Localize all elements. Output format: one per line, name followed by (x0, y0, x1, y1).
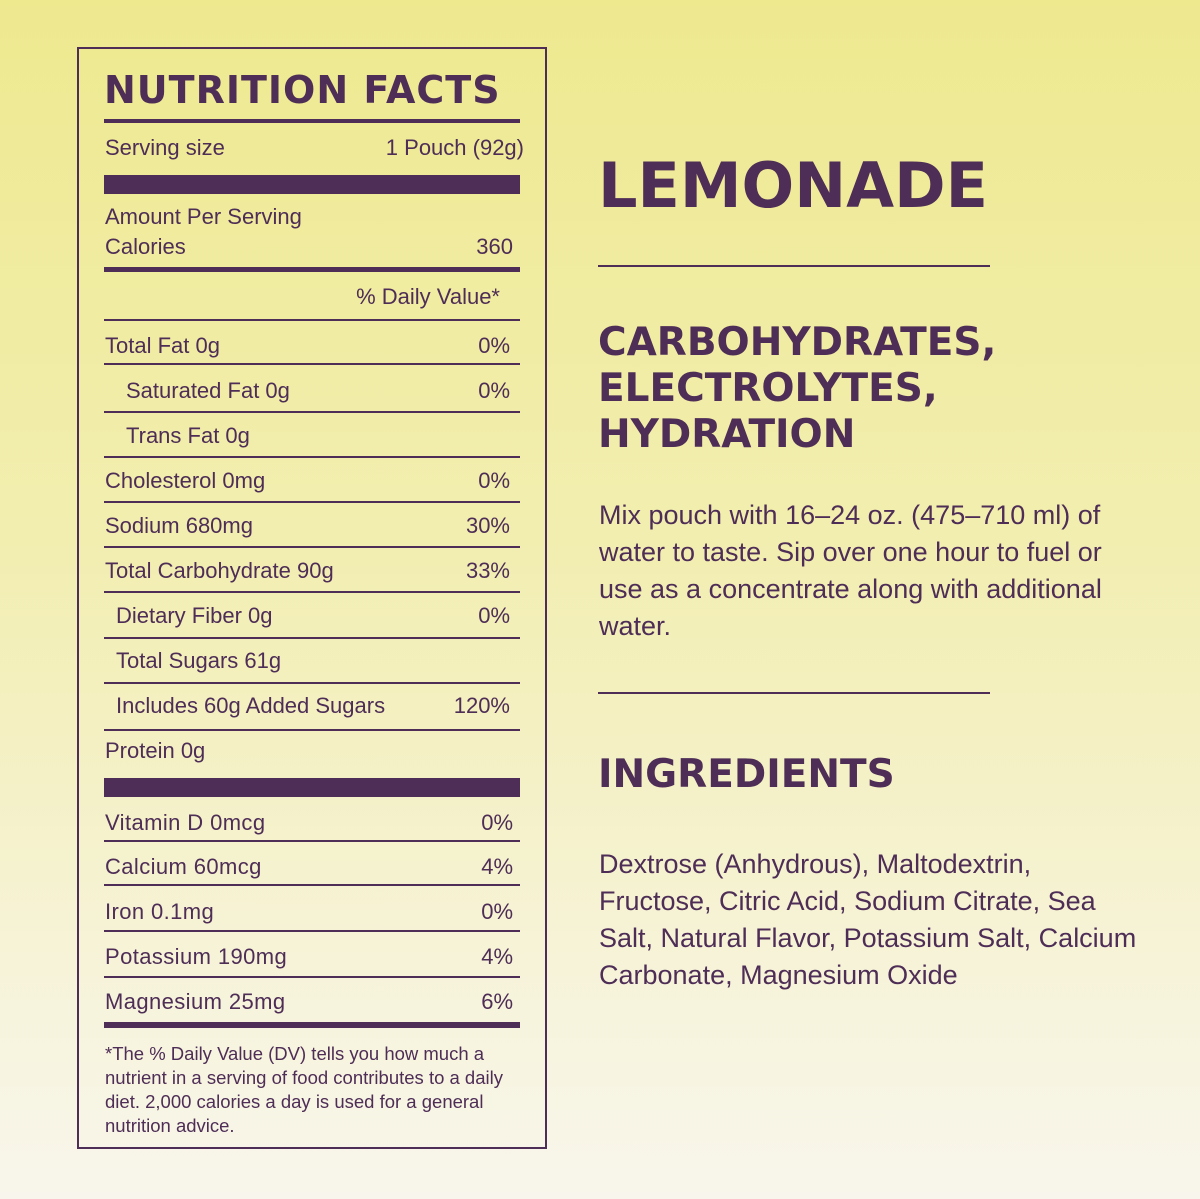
thick-rule-vitamins (104, 778, 520, 797)
title-rule (104, 119, 520, 123)
vitamin-label: Iron 0.1mg (105, 899, 215, 924)
product-name: LEMONADE (598, 149, 988, 222)
row-rule (104, 411, 520, 413)
vitamin-value: 4% (481, 944, 513, 969)
row-rule (104, 363, 520, 365)
row-rule (104, 456, 520, 458)
nutrient-label: Total Fat 0g (105, 333, 220, 358)
ingredients-heading: INGREDIENTS (598, 752, 895, 797)
nutrient-value: 0% (478, 378, 510, 403)
nutrition-facts-title: NUTRITION FACTS (104, 68, 501, 112)
nutrient-value: 0% (478, 468, 510, 493)
nutrient-label: Dietary Fiber 0g (116, 603, 273, 628)
row-rule (104, 884, 520, 886)
nutrient-value: 30% (465, 513, 510, 538)
nutrient-value: 0% (478, 603, 510, 628)
daily-value-footnote: *The % Daily Value (DV) tells you how much a nutrient in a serving of food contributes to a daily diet. 2,000 calories a day is used for a general nutrition advice. (105, 1043, 503, 1136)
tagline-line: CARBOHYDRATES, (598, 320, 997, 365)
row-rule (104, 637, 520, 639)
amount-per-serving-label: Amount Per Serving (105, 204, 302, 229)
calories-value: 360 (476, 234, 513, 259)
row-rule (104, 682, 520, 684)
calories-label: Calories (105, 234, 186, 259)
row-rule (104, 840, 520, 842)
nutrient-value: 33% (465, 558, 510, 583)
directions-text: Mix pouch with 16–24 oz. (475–710 ml) of water to taste. Sip over one hour to fuel or use as a concentrate along with additional water. (599, 500, 1102, 641)
product-tagline (598, 320, 996, 458)
vitamin-label: Calcium 60mcg (105, 854, 262, 879)
nutrient-label: Includes 60g Added Sugars (116, 693, 386, 718)
vitamin-value: 0% (481, 810, 513, 835)
tagline-line: ELECTROLYTES, (598, 366, 938, 411)
row-rule (104, 501, 520, 503)
vitamin-label: Potassium 190mg (105, 944, 288, 969)
vitamin-label: Vitamin D 0mcg (105, 810, 266, 835)
divider (598, 265, 990, 267)
vitamin-value: 4% (481, 854, 513, 879)
dv-rule (104, 319, 520, 321)
divider (598, 692, 990, 694)
calories-rule (104, 267, 520, 272)
nutrient-label: Total Carbohydrate 90g (105, 558, 334, 583)
vitamin-label: Magnesium 25mg (105, 989, 286, 1014)
thick-rule-serving (104, 175, 520, 194)
nutrient-label: Cholesterol 0mg (105, 468, 266, 493)
row-rule (104, 976, 520, 978)
nutrient-label: Protein 0g (105, 738, 206, 763)
vitamin-value: 6% (481, 989, 513, 1014)
nutrient-value: 120% (453, 693, 510, 718)
tagline-line: HYDRATION (598, 412, 856, 457)
row-rule (104, 930, 520, 932)
row-rule (104, 546, 520, 548)
nutrient-value: 0% (478, 333, 510, 358)
nutrient-label: Trans Fat 0g (126, 423, 250, 448)
ingredients-text: Dextrose (Anhydrous), Maltodextrin, Fructose, Citric Acid, Sodium Citrate, Sea Salt, Natural Flavor, Potassium Salt, Calcium Carbonate, Magnesium Oxide (599, 849, 1137, 990)
serving-size-label: Serving size (105, 135, 225, 160)
daily-value-header: % Daily Value* (356, 284, 500, 309)
nutrient-label: Saturated Fat 0g (126, 378, 290, 403)
vitamin-value: 0% (481, 899, 513, 924)
footnote-rule (104, 1022, 520, 1028)
row-rule (104, 729, 520, 731)
nutrient-label: Sodium 680mg (105, 513, 253, 538)
row-rule (104, 591, 520, 593)
serving-size-value: 1 Pouch (92g) (385, 135, 524, 160)
nutrient-label: Total Sugars 61g (116, 648, 282, 673)
